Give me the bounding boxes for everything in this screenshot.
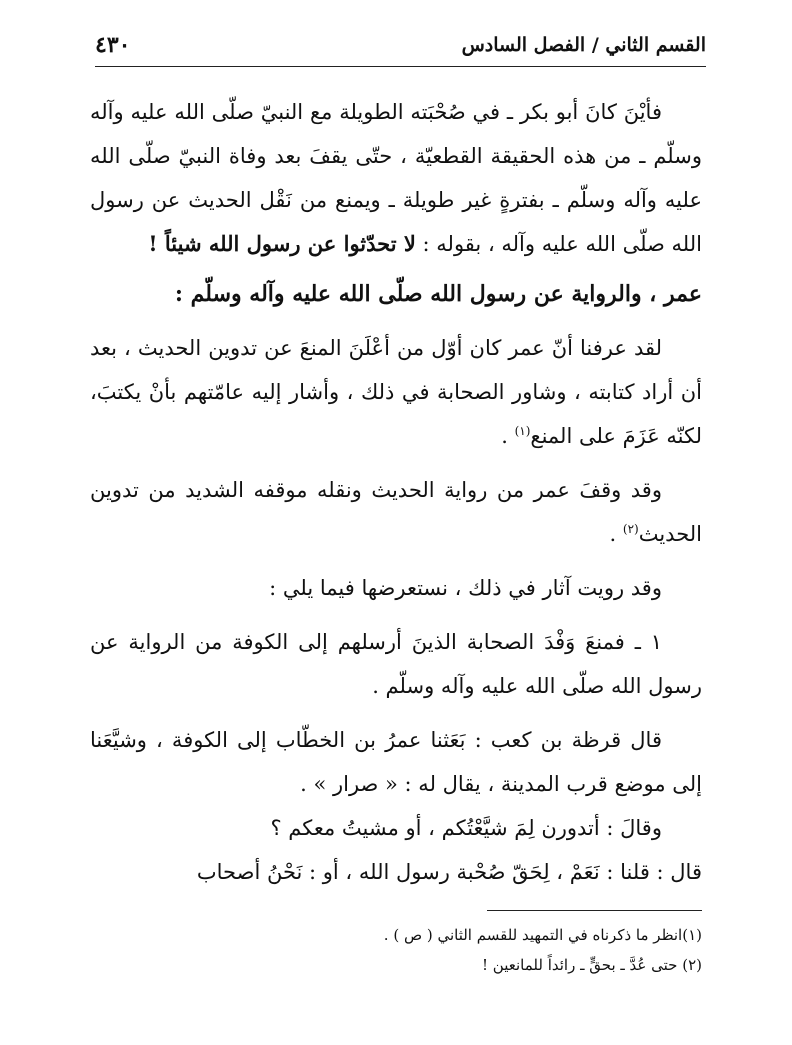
paragraph-8: قال : قلنا : نَعَمْ ، لِحَقّ صُحْبة رسول الله ، أو : نَحْنُ أصحاب: [196, 860, 702, 884]
paragraph-4: وقد رويت آثار في ذلك ، نستعرضها فيما يلي :: [269, 576, 662, 600]
footnote-1: (١)انظر ما ذكرناه في التمهيد للقسم الثاني ( ص ) .: [383, 926, 702, 944]
footnote-ref-1: (١): [514, 424, 531, 438]
footnotes: [90, 920, 702, 980]
paragraph-3: [90, 468, 702, 556]
page-header: [95, 30, 706, 70]
paragraph-1-text: فأيْنَ كانَ أبو بكر ـ في صُحْبَته الطويلة مع النبيّ صلّى الله عليه وآله وسلّم ـ من هذه الحقيقة القطعيّة ، حتّى يقفَ بعد وفاة النبيّ صلّى الله عليه وآله وسلّم ـ بفترةٍ غير طويلة ـ ويمنع من نَقْل الحديث عن رسول الله صلّى الله عليه وآله ، بقوله :: [90, 100, 702, 256]
paragraph-5: ١ ـ فمنعَ وَفْدَ الصحابة الذينَ أرسلهم إلى الكوفة من الرواية عن رسول الله صلّى الله عليه وآله وسلّم .: [90, 630, 702, 698]
paragraph-2-text: لقد عرفنا أنّ عمر كان أوّل من أعْلَنَ المنعَ عن تدوين الحديث ، بعد أن أراد كتابته ، وشاور الصحابة في ذلك ، وأشار إليه عامّتهم بأنْ يكتبَ، لكنّه عَزَمَ على المنع: [90, 336, 702, 448]
footnote-divider: [487, 910, 702, 911]
paragraph-3-end: .: [609, 522, 623, 546]
footnote-2: (٢) حتى عُدَّ ـ بحقٍّ ـ رائداً للمانعين !: [482, 956, 702, 974]
paragraph-3-text: وقد وقفَ عمر من رواية الحديث ونقله موقفه الشديد من تدوين الحديث: [90, 478, 702, 546]
quoted-prohibition: لا تحدّثوا عن رسول الله شيئاً !: [148, 231, 416, 256]
paragraph-6: قال قرظة بن كعب : بَعَثنا عمرُ بن الخطّاب إلى الكوفة ، وشيَّعَنا إلى موضع قرب المدينة ، يقال له : « صرار » .: [90, 728, 702, 796]
paragraph-7: وقالَ : أتدورن لِمَ شيَّعْتُكم ، أو مشيتُ معكم ؟: [270, 816, 662, 840]
footnote-ref-2: (٢): [622, 522, 639, 536]
header-divider: [95, 66, 706, 67]
paragraph-2-end: .: [501, 424, 515, 448]
page-number: ٤٣٠: [95, 32, 131, 58]
section-heading: عمر ، والرواية عن رسول الله صلّى الله عليه وآله وسلّم :: [174, 281, 702, 307]
paragraph-1: [90, 90, 702, 266]
paragraph-2: [90, 326, 702, 458]
running-title: القسم الثاني / الفصل السادس: [461, 34, 706, 56]
page-body: [90, 90, 702, 894]
